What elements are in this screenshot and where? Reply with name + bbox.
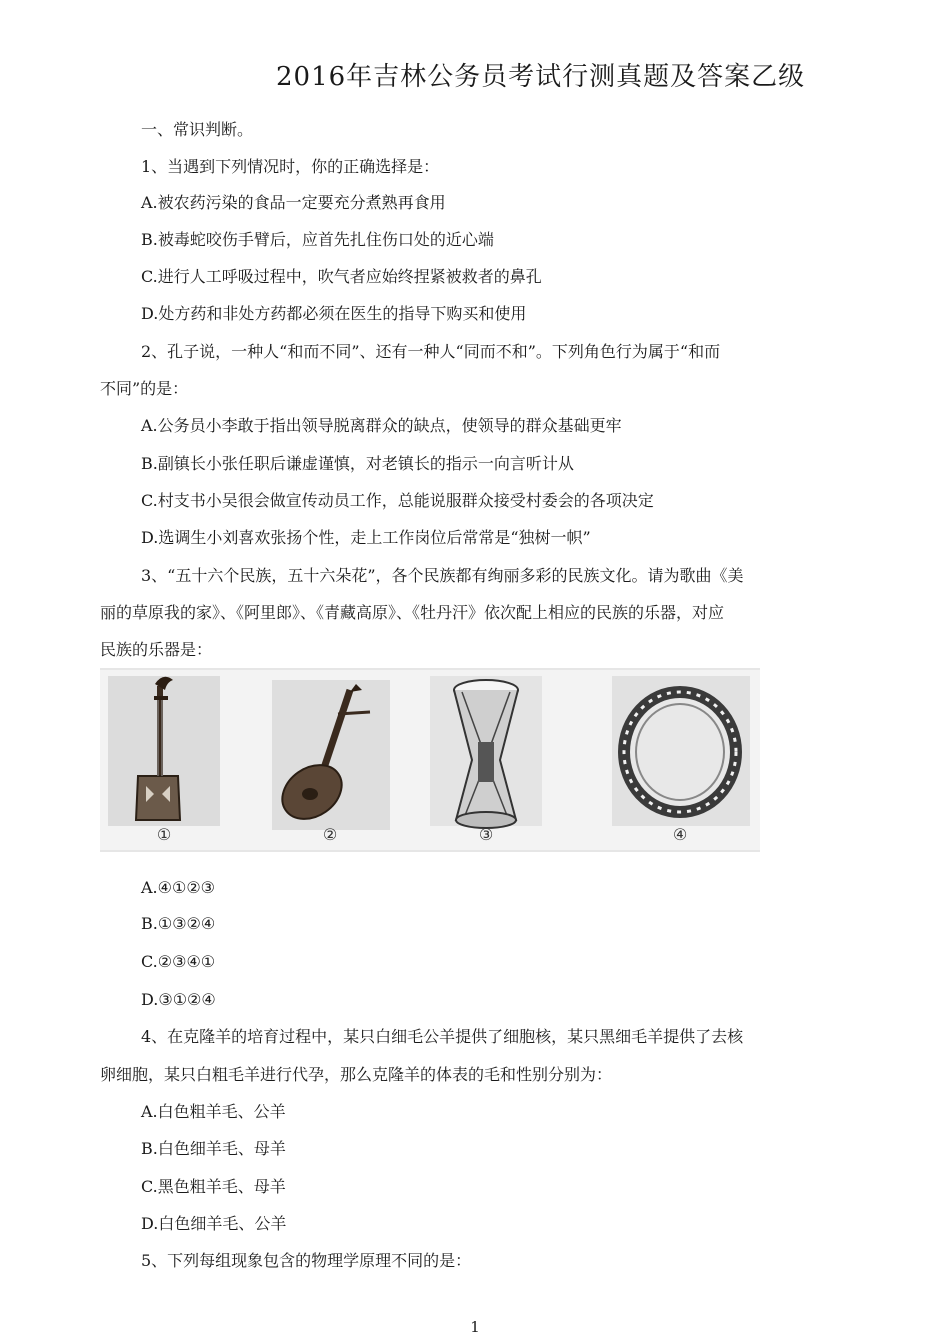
question-4-stem-line2: 卵细胞，某只白粗毛羊进行代孕，那么克隆羊的体表的毛和性别分别为：: [100, 1065, 613, 1084]
question-1-option-b: B.被毒蛇咬伤手臂后，应首先扎住伤口处的近心端: [141, 230, 494, 249]
question-3-option-b: B.①③②④: [141, 914, 216, 933]
document-title: 2016年吉林公务员考试行测真题及答案乙级: [276, 62, 806, 92]
instrument-3-label: ③: [478, 825, 494, 844]
instruments-illustration: [100, 670, 760, 850]
question-2-stem-line2: 不同”的是：: [100, 379, 189, 398]
question-4-option-d: D.白色细羊毛、公羊: [141, 1214, 287, 1233]
question-4-option-a: A.白色粗羊毛、公羊: [141, 1102, 286, 1121]
section-heading: 一、常识判断。: [141, 120, 254, 139]
question-1-option-c: C.进行人工呼吸过程中，吹气者应始终捏紧被救者的鼻孔: [141, 267, 542, 286]
question-4-option-c: C.黑色粗羊毛、母羊: [141, 1177, 286, 1196]
instrument-4-icon: [618, 686, 742, 818]
question-3-option-d: D.③①②④: [141, 990, 216, 1009]
question-4-option-b: B.白色细羊毛、母羊: [141, 1139, 286, 1158]
question-2-option-b: B.副镇长小张任职后谦虚谨慎，对老镇长的指示一向言听计从: [141, 454, 574, 473]
question-3-stem-line2: 丽的草原我的家》、《阿里郎》、《青藏高原》、《牡丹汗》依次配上相应的民族的乐器，对应: [100, 603, 725, 622]
instrument-2-label: ②: [322, 825, 338, 844]
question-2-option-c: C.村支书小吴很会做宣传动员工作，总能说服群众接受村委会的各项决定: [141, 491, 654, 510]
question-1-option-d: D.处方药和非处方药都必须在医生的指导下购买和使用: [141, 304, 527, 323]
question-2-option-a: A.公务员小李敢于指出领导脱离群众的缺点，使领导的群众基础更牢: [141, 416, 622, 435]
question-2-stem-line1: 2、孔子说，一种人“和而不同”、还有一种人“同而不和”。下列角色行为属于“和而: [141, 342, 721, 361]
question-4-stem-line1: 4、在克隆羊的培育过程中，某只白细毛公羊提供了细胞核，某只黑细毛羊提供了去核: [141, 1027, 744, 1046]
instrument-4-label: ④: [672, 825, 688, 844]
question-5-stem: 5、下列每组现象包含的物理学原理不同的是：: [141, 1251, 472, 1270]
instruments-image: [100, 668, 760, 852]
question-1-stem: 1、当遇到下列情况时，你的正确选择是：: [141, 157, 440, 176]
question-1-option-a: A.被农药污染的食品一定要充分煮熟再食用: [141, 193, 446, 212]
question-2-option-d: D.选调生小刘喜欢张扬个性，走上工作岗位后常常是“独树一帜”: [141, 528, 591, 547]
question-3-stem-line3: 民族的乐器是：: [100, 640, 213, 659]
question-3-option-a: A.④①②③: [141, 878, 216, 897]
question-3-option-c: C.②③④①: [141, 952, 216, 971]
instrument-1-label: ①: [156, 825, 172, 844]
page-number: 1: [470, 1318, 480, 1336]
question-3-stem-line1: 3、“五十六个民族，五十六朵花”，各个民族都有绚丽多彩的民族文化。请为歌曲《美: [141, 566, 744, 585]
